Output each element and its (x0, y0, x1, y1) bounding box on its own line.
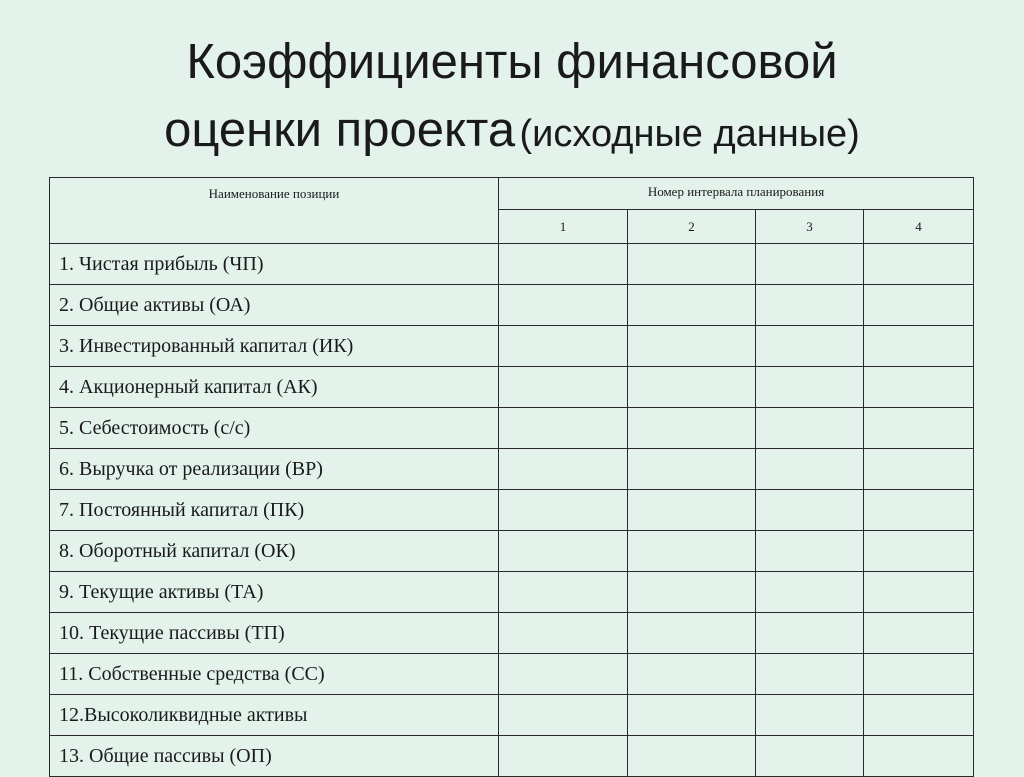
table-row (50, 654, 974, 695)
data-table (49, 177, 974, 777)
cell-interval-2 (628, 654, 756, 695)
cell-interval-1 (499, 613, 628, 654)
cell-interval-2 (628, 367, 756, 408)
cell-interval-4 (864, 736, 974, 777)
cell-interval-4 (864, 408, 974, 449)
table-row (50, 572, 974, 613)
cell-interval-3 (756, 285, 864, 326)
title-line-2-sub: (исходные данные) (519, 113, 860, 155)
cell-interval-1 (499, 572, 628, 613)
cell-interval-4 (864, 367, 974, 408)
cell-interval-1 (499, 654, 628, 695)
row-label: 2. Общие активы (ОА) (50, 285, 499, 326)
cell-interval-4 (864, 326, 974, 367)
row-label: 6. Выручка от реализации (ВР) (50, 449, 499, 490)
cell-interval-3 (756, 613, 864, 654)
slide-title (0, 30, 1024, 162)
cell-interval-3 (756, 531, 864, 572)
cell-interval-3 (756, 408, 864, 449)
row-label: 9. Текущие активы (ТА) (50, 572, 499, 613)
cell-interval-4 (864, 613, 974, 654)
row-label: 10. Текущие пассивы (ТП) (50, 613, 499, 654)
cell-interval-4 (864, 654, 974, 695)
cell-interval-2 (628, 449, 756, 490)
row-label: 12.Высоколиквидные активы (50, 695, 499, 736)
header-position-name: Наименование позиции (50, 178, 499, 244)
cell-interval-3 (756, 695, 864, 736)
header-interval-3: 3 (756, 210, 864, 244)
cell-interval-2 (628, 285, 756, 326)
table-row (50, 408, 974, 449)
cell-interval-2 (628, 695, 756, 736)
row-label: 8. Оборотный капитал (ОК) (50, 531, 499, 572)
cell-interval-3 (756, 244, 864, 285)
title-line-2 (0, 98, 1024, 162)
header-interval-4: 4 (864, 210, 974, 244)
table-row (50, 531, 974, 572)
cell-interval-3 (756, 572, 864, 613)
cell-interval-1 (499, 367, 628, 408)
cell-interval-2 (628, 613, 756, 654)
cell-interval-4 (864, 695, 974, 736)
cell-interval-3 (756, 736, 864, 777)
cell-interval-2 (628, 531, 756, 572)
cell-interval-3 (756, 449, 864, 490)
cell-interval-2 (628, 490, 756, 531)
row-label: 4. Акционерный капитал (АК) (50, 367, 499, 408)
table-row (50, 695, 974, 736)
cell-interval-4 (864, 244, 974, 285)
cell-interval-1 (499, 695, 628, 736)
title-line-2-main: оценки проекта (164, 103, 516, 157)
table-row (50, 736, 974, 777)
header-interval-1: 1 (499, 210, 628, 244)
cell-interval-2 (628, 326, 756, 367)
title-line-1: Коэффициенты финансовой (186, 35, 838, 89)
table-row (50, 490, 974, 531)
cell-interval-4 (864, 531, 974, 572)
cell-interval-3 (756, 367, 864, 408)
cell-interval-1 (499, 408, 628, 449)
row-label: 11. Собственные средства (СС) (50, 654, 499, 695)
header-interval-number: Номер интервала планирования (499, 178, 974, 210)
row-label: 13. Общие пассивы (ОП) (50, 736, 499, 777)
header-interval-2: 2 (628, 210, 756, 244)
row-label: 7. Постоянный капитал (ПК) (50, 490, 499, 531)
cell-interval-1 (499, 244, 628, 285)
table-row (50, 244, 974, 285)
table-row (50, 449, 974, 490)
row-label: 3. Инвестированный капитал (ИК) (50, 326, 499, 367)
cell-interval-3 (756, 654, 864, 695)
row-label: 5. Себестоимость (с/с) (50, 408, 499, 449)
cell-interval-4 (864, 490, 974, 531)
cell-interval-1 (499, 449, 628, 490)
cell-interval-2 (628, 572, 756, 613)
cell-interval-2 (628, 408, 756, 449)
table-row (50, 285, 974, 326)
cell-interval-3 (756, 326, 864, 367)
cell-interval-1 (499, 736, 628, 777)
cell-interval-3 (756, 490, 864, 531)
cell-interval-4 (864, 449, 974, 490)
cell-interval-1 (499, 326, 628, 367)
table-row (50, 367, 974, 408)
cell-interval-4 (864, 285, 974, 326)
cell-interval-2 (628, 736, 756, 777)
row-label: 1. Чистая прибыль (ЧП) (50, 244, 499, 285)
cell-interval-1 (499, 285, 628, 326)
cell-interval-2 (628, 244, 756, 285)
cell-interval-1 (499, 531, 628, 572)
cell-interval-1 (499, 490, 628, 531)
table-row (50, 613, 974, 654)
table-row (50, 326, 974, 367)
cell-interval-4 (864, 572, 974, 613)
